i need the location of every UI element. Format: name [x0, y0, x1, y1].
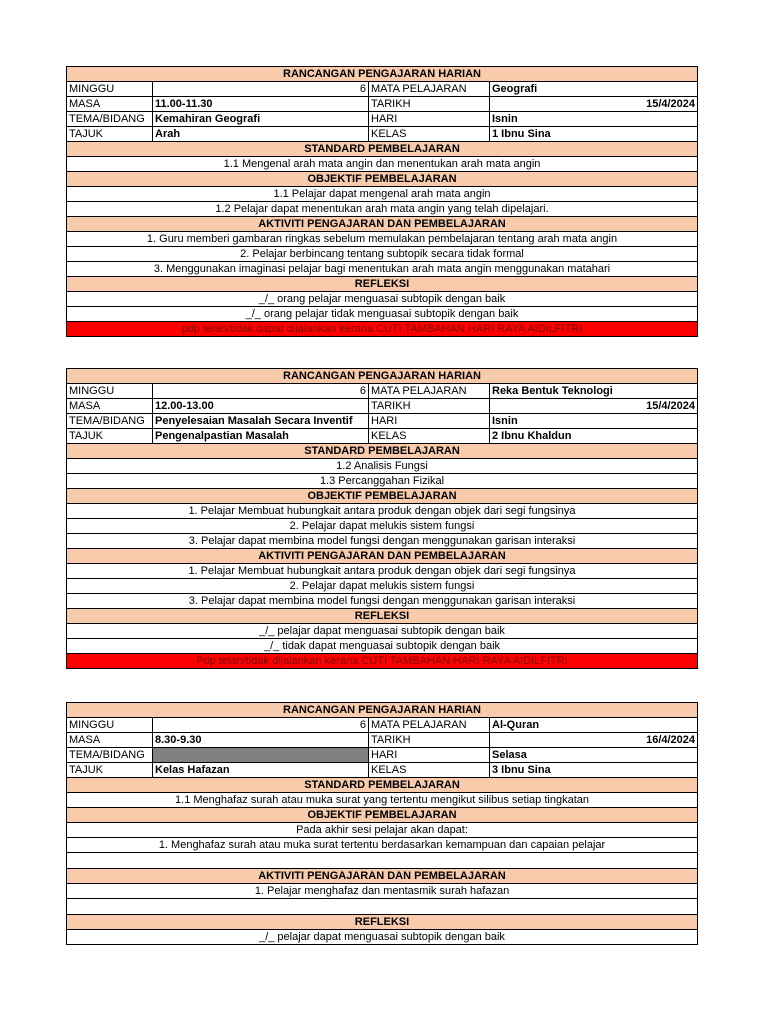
- hari-value: Isnin: [490, 112, 698, 127]
- tajuk-value: Arah: [153, 127, 369, 142]
- kelas-value: 1 Ibnu Sina: [490, 127, 698, 142]
- kelas-label: KELAS: [369, 429, 490, 444]
- tarikh-value: 15/4/2024: [490, 97, 698, 112]
- tajuk-label: TAJUK: [67, 763, 153, 778]
- aktiviti-heading: AKTIVITI PENGAJARAN DAN PEMBELAJARAN: [67, 869, 698, 884]
- aktiviti-item: 3. Menggunakan imaginasi pelajar bagi menentukan arah mata angin menggunakan matahari: [67, 262, 698, 277]
- refleksi-item: _/_ orang pelajar menguasai subtopik dengan baik: [67, 292, 698, 307]
- objektif-item: 1.2 Pelajar dapat menentukan arah mata angin yang telah dipelajari.: [67, 202, 698, 217]
- refleksi-heading: REFLEKSI: [67, 915, 698, 930]
- refleksi-heading: REFLEKSI: [67, 277, 698, 292]
- tarikh-value: 15/4/2024: [490, 399, 698, 414]
- hari-label: HARI: [369, 748, 490, 763]
- tema-value: Penyelesaian Masalah Secara Inventif: [153, 414, 369, 429]
- objektif-heading: OBJEKTIF PEMBELAJARAN: [67, 808, 698, 823]
- kelas-value: 3 Ibnu Sina: [490, 763, 698, 778]
- tajuk-label: TAJUK: [67, 127, 153, 142]
- tema-value: [153, 748, 369, 763]
- hari-value: Selasa: [490, 748, 698, 763]
- objektif-item: 1.1 Pelajar dapat mengenal arah mata angin: [67, 187, 698, 202]
- tema-label: TEMA/BIDANG: [67, 414, 153, 429]
- tarikh-label: TARIKH: [369, 97, 490, 112]
- lesson-plan-3: [66, 702, 698, 945]
- minggu-label: MINGGU: [67, 82, 153, 97]
- masa-value: 11.00-11.30: [153, 97, 369, 112]
- refleksi-heading: REFLEKSI: [67, 609, 698, 624]
- objektif-item: 2. Pelajar dapat melukis sistem fungsi: [67, 519, 698, 534]
- aktiviti-item: 3. Pelajar dapat membina model fungsi dengan menggunakan garisan interaksi: [67, 594, 698, 609]
- objektif-item: Pada akhir sesi pelajar akan dapat:: [67, 823, 698, 838]
- standard-item: 1.1 Menghafaz surah atau muka surat yang tertentu mengikut silibus setiap tingkatan: [67, 793, 698, 808]
- standard-heading: STANDARD PEMBELAJARAN: [67, 142, 698, 157]
- objektif-item: 3. Pelajar dapat membina model fungsi dengan menggunakan garisan interaksi: [67, 534, 698, 549]
- mata-pelajaran-value: Al-Quran: [490, 718, 698, 733]
- refleksi-item: _/_ tidak dapat menguasai subtopik dengan baik: [67, 639, 698, 654]
- aktiviti-heading: AKTIVITI PENGAJARAN DAN PEMBELAJARAN: [67, 217, 698, 232]
- objektif-heading: OBJEKTIF PEMBELAJARAN: [67, 489, 698, 504]
- masa-label: MASA: [67, 399, 153, 414]
- status-note: pdp telah/tidak dapat dijalankan kerana CUTI TAMBAHAN HARI RAYA AIDILFITRI: [67, 322, 698, 337]
- standard-item: 1.1 Mengenal arah mata angin dan menentukan arah mata angin: [67, 157, 698, 172]
- hari-label: HARI: [369, 414, 490, 429]
- tarikh-label: TARIKH: [369, 399, 490, 414]
- plan-title: RANCANGAN PENGAJARAN HARIAN: [67, 703, 698, 718]
- refleksi-item: _/_ pelajar dapat menguasai subtopik dengan baik: [67, 624, 698, 639]
- minggu-value: 6: [153, 718, 369, 733]
- tarikh-value: 16/4/2024: [490, 733, 698, 748]
- masa-value: 8.30-9.30: [153, 733, 369, 748]
- aktiviti-item: 1. Guru memberi gambaran ringkas sebelum memulakan pembelajaran tentang arah mata angin: [67, 232, 698, 247]
- aktiviti-item: 1. Pelajar menghafaz dan mentasmik surah hafazan: [67, 884, 698, 899]
- refleksi-item: _/_ pelajar dapat menguasai subtopik dengan baik: [67, 930, 698, 945]
- kelas-label: KELAS: [369, 127, 490, 142]
- standard-item: 1.2 Analisis Fungsi: [67, 459, 698, 474]
- minggu-value: 6: [153, 384, 369, 399]
- aktiviti-item: 2. Pelajar berbincang tentang subtopik secara tidak formal: [67, 247, 698, 262]
- hari-label: HARI: [369, 112, 490, 127]
- objektif-heading: OBJEKTIF PEMBELAJARAN: [67, 172, 698, 187]
- mata-pelajaran-label: MATA PELAJARAN: [369, 82, 490, 97]
- objektif-item: 1. Pelajar Membuat hubungkait antara produk dengan objek dari segi fungsinya: [67, 504, 698, 519]
- plan-title: RANCANGAN PENGAJARAN HARIAN: [67, 67, 698, 82]
- kelas-label: KELAS: [369, 763, 490, 778]
- standard-item: 1.3 Percanggahan Fizikal: [67, 474, 698, 489]
- standard-heading: STANDARD PEMBELAJARAN: [67, 778, 698, 793]
- tema-label: TEMA/BIDANG: [67, 748, 153, 763]
- minggu-label: MINGGU: [67, 384, 153, 399]
- tarikh-label: TARIKH: [369, 733, 490, 748]
- kelas-value: 2 Ibnu Khaldun: [490, 429, 698, 444]
- plan-title: RANCANGAN PENGAJARAN HARIAN: [67, 369, 698, 384]
- aktiviti-heading: AKTIVITI PENGAJARAN DAN PEMBELAJARAN: [67, 549, 698, 564]
- minggu-value: 6: [153, 82, 369, 97]
- aktiviti-item: 2. Pelajar dapat melukis sistem fungsi: [67, 579, 698, 594]
- status-note: Pdp telah/tidak dijalankan kerana CUTI TAMBAHAN HARI RAYA AIDILFITRI: [67, 654, 698, 669]
- lesson-plan-2: [66, 368, 698, 669]
- hari-value: Isnin: [490, 414, 698, 429]
- tajuk-value: Pengenalpastian Masalah: [153, 429, 369, 444]
- mata-pelajaran-label: MATA PELAJARAN: [369, 384, 490, 399]
- empty-row: [67, 853, 698, 869]
- mata-pelajaran-value: Geografi: [490, 82, 698, 97]
- tajuk-label: TAJUK: [67, 429, 153, 444]
- tema-value: Kemahiran Geografi: [153, 112, 369, 127]
- masa-value: 12.00-13.00: [153, 399, 369, 414]
- empty-row: [67, 899, 698, 915]
- tajuk-value: Kelas Hafazan: [153, 763, 369, 778]
- standard-heading: STANDARD PEMBELAJARAN: [67, 444, 698, 459]
- minggu-label: MINGGU: [67, 718, 153, 733]
- refleksi-item: _/_ orang pelajar tidak menguasai subtopik dengan baik: [67, 307, 698, 322]
- tema-label: TEMA/BIDANG: [67, 112, 153, 127]
- masa-label: MASA: [67, 733, 153, 748]
- lesson-plan-1: [66, 66, 698, 337]
- objektif-item: 1. Menghafaz surah atau muka surat tertentu berdasarkan kemampuan dan capaian pelajar: [67, 838, 698, 853]
- mata-pelajaran-label: MATA PELAJARAN: [369, 718, 490, 733]
- aktiviti-item: 1. Pelajar Membuat hubungkait antara produk dengan objek dari segi fungsinya: [67, 564, 698, 579]
- mata-pelajaran-value: Reka Bentuk Teknologi: [490, 384, 698, 399]
- masa-label: MASA: [67, 97, 153, 112]
